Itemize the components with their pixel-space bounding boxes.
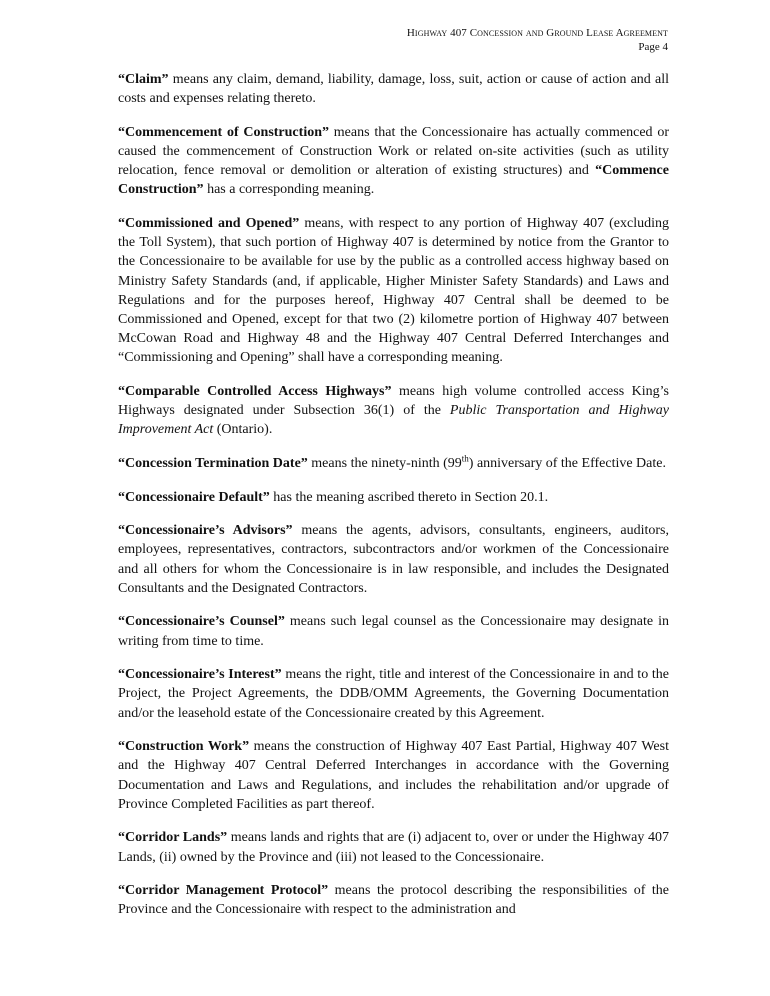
definition-text: means the protocol describing the responsibilities of the Province and the Concessionaire with respect to the administration and [118, 883, 670, 918]
defined-term: “Commence Construction” [118, 163, 669, 198]
page-number: Page 4 [638, 41, 668, 53]
definition-text: means high volume controlled access King’s Highways designated under Subsection 36(1) of the [118, 384, 670, 419]
defined-term: “Concessionaire’s Counsel” [118, 614, 285, 630]
definition-claim [118, 70, 669, 108]
definition-construction-work [118, 737, 669, 814]
defined-term: “Comparable Controlled Access Highways” [118, 384, 392, 400]
definition-commissioned-and-opened [118, 214, 669, 368]
definition-concessionaire-default [118, 488, 669, 507]
defined-term: “Claim” [118, 72, 169, 87]
definition-text: means the right, title and interest of the Concessionaire in and to the Project, the Project Agreements, the DDB/OMM Agreements, the Governing Documentation and/or the leasehold estate of the Concessionaire created by this Agreement. [118, 667, 669, 721]
defined-term: “Commissioned and Opened” [118, 216, 300, 231]
definition-comparable-controlled-access-highways [118, 382, 669, 440]
definition-concessionaires-interest [118, 665, 669, 723]
statute-title: Public Transportation and Highway Improvement Act [118, 403, 669, 438]
definitions-list [118, 70, 669, 934]
definition-text: means lands and rights that are (i) adjacent to, over or under the Highway 407 Lands, (ii) owned by the Province and (iii) not leased to the Concessionaire. [118, 830, 669, 865]
defined-term: “Concessionaire’s Advisors” [118, 523, 293, 539]
defined-term: “Concessionaire Default” [118, 489, 270, 505]
definition-text: means the construction of Highway 407 East Partial, Highway 407 West and the Highway 407 Central Deferred Interchanges in accordance with the Governing Documentation and Laws and Regulations, and includes the rehabilitation and/or upgrade of Province Completed Facilities as part thereof. [118, 739, 669, 812]
definition-text: means that the Concessionaire has actually commenced or caused the commencement of Construction Work or related on-site activities (such as utility relocation, fence removal or demolition or alteration of existing structures) and [118, 124, 669, 179]
definition-concession-termination-date [118, 454, 669, 473]
agreement-title: Highway 407 Concession and Ground Lease Agreement [406, 27, 668, 39]
definition-text: ) anniversary of the Effective Date. [468, 456, 666, 472]
defined-term: “Construction Work” [118, 739, 250, 755]
defined-term: “Concession Termination Date” [118, 456, 308, 472]
definition-text: means the agents, advisors, consultants, engineers, auditors, employees, representatives, contractors, subcontractors and/or workmen of the Concessionaire and all others for whom the Concessionaire is in law responsible, and includes the Designated Consultants and the Designated Contractors. [118, 523, 669, 596]
page-header [407, 26, 668, 54]
ordinal-suffix: th [461, 453, 469, 464]
defined-term: “Corridor Management Protocol” [118, 883, 329, 899]
defined-term: “Concessionaire’s Interest” [118, 667, 282, 683]
definition-corridor-lands [118, 828, 669, 866]
definition-corridor-management-protocol [118, 881, 669, 919]
definition-text: means any claim, demand, liability, damage, loss, suit, action or cause of action and all costs and expenses relating thereto. [118, 72, 669, 107]
definition-text: (Ontario). [213, 422, 273, 438]
definition-text: means the ninety-ninth (99 [307, 456, 462, 472]
definition-concessionaires-counsel [118, 612, 669, 650]
defined-term: “Corridor Lands” [118, 830, 228, 846]
definition-text: means, with respect to any portion of Highway 407 (excluding the Toll System), that such portion of Highway 407 is determined by notice from the Grantor to the Concessionaire to be available for use by the public as a controlled access highway based on Ministry Safety Standards (and, if applicable, Higher Minister Safety Standards) and Laws and Regulations and for the purposes hereof, Highway 407 Central shall be deemed to be Commissioned and Opened, except for that two (2) kilometre portion of Highway 407 between McCowan Road and Highway 48 and the Highway 407 Central Deferred Interchanges and “Commissioning and Opening” shall have a corresponding meaning. [118, 216, 669, 366]
defined-term: “Commencement of Construction” [118, 124, 329, 140]
definition-text: means such legal counsel as the Concessionaire may designate in writing from time to time. [118, 614, 670, 649]
definition-commencement-of-construction [118, 123, 669, 200]
definition-concessionaires-advisors [118, 521, 669, 598]
definition-text: has the meaning ascribed thereto in Section 20.1. [269, 489, 549, 505]
definition-text: has a corresponding meaning. [203, 182, 375, 198]
